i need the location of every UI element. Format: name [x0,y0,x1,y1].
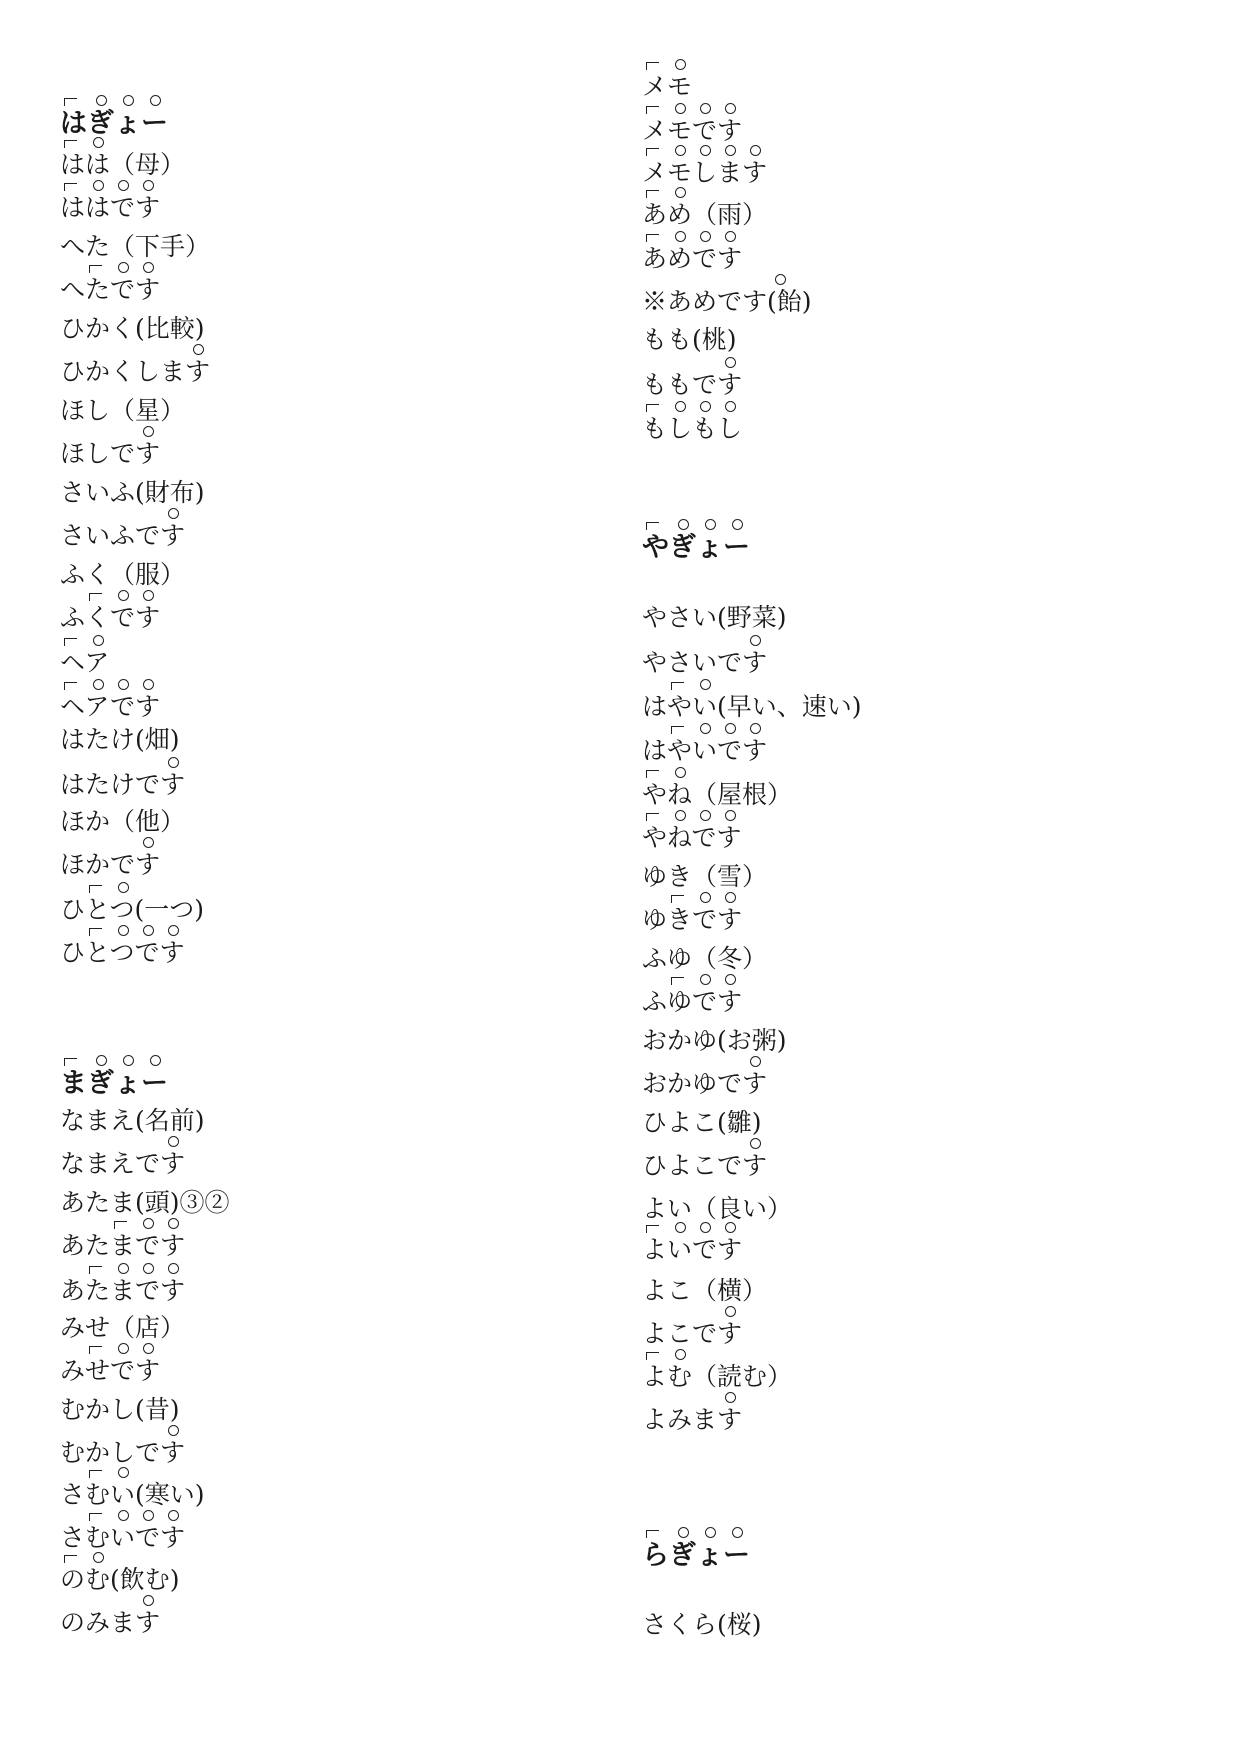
accent-bracket-mark [646,234,659,242]
accent-circle-mark [143,1510,154,1521]
accent-bracket-mark [646,770,659,778]
accent-circle-mark [143,262,154,273]
section-heading: やぎょー [642,532,750,564]
accent-bracket-mark [671,726,684,734]
accent-bracket-mark [89,1266,102,1274]
accent-circle-mark [150,1055,161,1066]
word-entry: よこです [642,1319,742,1349]
accent-bracket-mark [646,106,659,114]
accent-circle-mark [700,401,711,412]
accent-circle-mark [143,426,154,437]
word-entry: やねです [642,823,741,853]
accent-circle-mark [143,1595,154,1606]
accent-circle-mark [700,679,711,690]
accent-circle-mark [675,145,686,156]
accent-circle-mark [732,1527,743,1538]
word-entry: よむ（読む） [642,1362,792,1392]
word-entry: おかゆ(お粥) [642,1026,787,1055]
word-entry: ひとつです [60,938,185,968]
word-entry: よいです [642,1235,742,1265]
accent-bracket-mark [89,1470,102,1478]
accent-bracket-mark [646,522,659,530]
accent-circle-mark [675,187,686,198]
accent-bracket-mark [64,682,77,690]
word-entry: のむ(飲む) [60,1565,180,1595]
accent-bracket-mark [89,928,102,936]
word-entry: ふく（服） [60,560,186,589]
word-entry: なまえです [60,1149,185,1179]
accent-circle-mark [775,274,786,285]
accent-circle-mark [750,723,761,734]
word-entry: はやい(早い、速い) [642,692,862,722]
accent-circle-mark [750,1056,761,1067]
word-entry: ヘア [60,648,109,678]
accent-circle-mark [675,767,686,778]
accent-circle-mark [725,231,736,242]
accent-circle-mark [725,723,736,734]
word-entry: メモです [642,116,742,146]
accent-circle-mark [700,103,711,114]
accent-circle-mark [143,590,154,601]
accent-circle-mark [168,1263,179,1274]
word-entry: みせ（店） [60,1313,186,1342]
accent-circle-mark [118,262,129,273]
accent-bracket-mark [64,140,77,148]
accent-circle-mark [678,519,689,530]
word-entry: あたまです [60,1276,185,1306]
word-entry: ヘアです [60,692,160,722]
word-entry: ひよこです [642,1151,767,1181]
accent-circle-mark [725,1392,736,1403]
accent-circle-mark [750,1138,761,1149]
accent-circle-mark [168,508,179,519]
accent-circle-mark [168,1136,179,1147]
accent-bracket-mark [646,62,659,70]
accent-circle-mark [732,519,743,530]
accent-circle-mark [168,1218,179,1229]
word-entry: さいふ(財布) [60,478,205,507]
accent-circle-mark [143,1263,154,1274]
word-entry: みせです [60,1356,160,1386]
accent-circle-mark [705,519,716,530]
accent-bracket-mark [646,813,659,821]
word-entry: あめです [642,244,742,274]
word-entry: おかゆです [642,1069,767,1099]
accent-circle-mark [123,95,134,106]
word-entry: はは（母） [60,150,185,180]
accent-bracket-mark [64,98,77,106]
word-entry: ほし（星） [60,396,186,425]
word-entry: よこ（横） [642,1276,768,1305]
accent-circle-mark [168,757,179,768]
accent-circle-mark [700,723,711,734]
word-entry: よみます [642,1405,742,1435]
word-entry: さいふです [60,521,185,551]
accent-bracket-mark [64,638,77,646]
accent-circle-mark [725,1306,736,1317]
accent-circle-mark [93,679,104,690]
accent-circle-mark [93,180,104,191]
accent-circle-mark [193,344,204,355]
section-heading: らぎょー [642,1540,750,1572]
word-entry: ゆきです [642,905,742,935]
accent-circle-mark [725,892,736,903]
accent-circle-mark [118,1467,129,1478]
word-entry: もしもし [642,414,742,444]
section-heading: はぎょー [60,108,168,140]
accent-circle-mark [93,635,104,646]
accent-circle-mark [143,1343,154,1354]
section-heading: まぎょー [60,1068,168,1100]
accent-bracket-mark [646,148,659,156]
accent-circle-mark [118,1343,129,1354]
accent-circle-mark [118,882,129,893]
word-entry: やさい(野菜) [642,603,787,632]
accent-circle-mark [705,1527,716,1538]
accent-circle-mark [118,1263,129,1274]
word-entry: ほか（他） [60,807,186,836]
accent-circle-mark [118,180,129,191]
accent-circle-mark [725,401,736,412]
accent-circle-mark [123,1055,134,1066]
accent-bracket-mark [89,593,102,601]
accent-circle-mark [143,837,154,848]
word-entry: はたけです [60,770,185,800]
accent-circle-mark [143,180,154,191]
accent-circle-mark [93,1552,104,1563]
accent-bracket-mark [646,404,659,412]
word-entry: ひよこ(雛) [642,1108,762,1137]
word-entry: ひかく(比較) [60,314,205,343]
word-entry: さむい(寒い) [60,1480,205,1510]
word-entry: のみます [60,1608,160,1638]
accent-circle-mark [118,679,129,690]
word-entry: はやいです [642,736,767,766]
accent-circle-mark [700,231,711,242]
word-entry: あたま(頭)③② [60,1188,230,1217]
accent-circle-mark [725,810,736,821]
word-entry: へた（下手） [60,232,211,261]
accent-circle-mark [700,810,711,821]
word-entry: ももです [642,370,742,400]
word-entry: ふゆです [642,987,742,1017]
accent-circle-mark [675,810,686,821]
accent-bracket-mark [646,1530,659,1538]
word-entry: なまえ(名前) [60,1106,205,1135]
accent-circle-mark [143,925,154,936]
word-entry: メモ [642,72,692,102]
accent-circle-mark [143,1218,154,1229]
accent-circle-mark [678,1527,689,1538]
accent-bracket-mark [64,183,77,191]
accent-bracket-mark [89,1346,102,1354]
word-entry: ひかくします [60,357,210,387]
word-entry: むかし(昔) [60,1395,180,1424]
accent-circle-mark [168,925,179,936]
word-entry: よい（良い） [642,1194,793,1223]
word-entry: やね（屋根） [642,780,792,810]
accent-bracket-mark [89,265,102,273]
word-entry: ひとつ(一つ) [60,895,204,925]
word-entry: あめ（雨） [642,200,767,230]
accent-circle-mark [118,590,129,601]
accent-circle-mark [675,103,686,114]
accent-circle-mark [675,231,686,242]
accent-bracket-mark [64,1555,77,1563]
accent-circle-mark [96,1055,107,1066]
accent-circle-mark [143,679,154,690]
accent-bracket-mark [646,1225,659,1233]
word-entry: もも(桃) [642,325,737,354]
word-entry: ほかです [60,850,160,880]
accent-circle-mark [168,1510,179,1521]
word-entry: ははです [60,193,160,223]
word-entry: へたです [60,275,160,305]
accent-bracket-mark [646,1352,659,1360]
accent-circle-mark [150,95,161,106]
accent-circle-mark [700,892,711,903]
word-entry: やさいです [642,648,767,678]
accent-bracket-mark [89,885,102,893]
accent-bracket-mark [671,977,684,985]
accent-circle-mark [725,103,736,114]
word-entry: ふくです [60,603,160,633]
word-entry: ふゆ（冬） [642,944,768,973]
word-entry: さくら(桜) [642,1610,762,1639]
accent-bracket-mark [64,1058,77,1066]
accent-circle-mark [118,1510,129,1521]
accent-circle-mark [750,635,761,646]
accent-bracket-mark [646,190,659,198]
accent-bracket-mark [89,1513,102,1521]
accent-bracket-mark [114,1221,127,1229]
accent-circle-mark [725,145,736,156]
accent-circle-mark [675,401,686,412]
accent-circle-mark [675,59,686,70]
word-entry: ※あめです(飴) [642,287,812,317]
accent-bracket-mark [671,682,684,690]
accent-circle-mark [168,1425,179,1436]
accent-bracket-mark [671,895,684,903]
word-entry: あたまです [60,1231,185,1261]
accent-circle-mark [725,974,736,985]
word-entry: はたけ(畑) [60,725,180,754]
accent-circle-mark [118,925,129,936]
word-entry: メモします [642,158,767,188]
word-entry: ゆき（雪） [642,862,768,891]
accent-circle-mark [675,1349,686,1360]
accent-circle-mark [700,974,711,985]
word-entry: さむいです [60,1523,185,1553]
accent-circle-mark [700,145,711,156]
accent-circle-mark [96,95,107,106]
accent-circle-mark [750,145,761,156]
word-entry: ほしです [60,439,160,469]
word-entry: むかしです [60,1438,185,1468]
accent-circle-mark [725,357,736,368]
